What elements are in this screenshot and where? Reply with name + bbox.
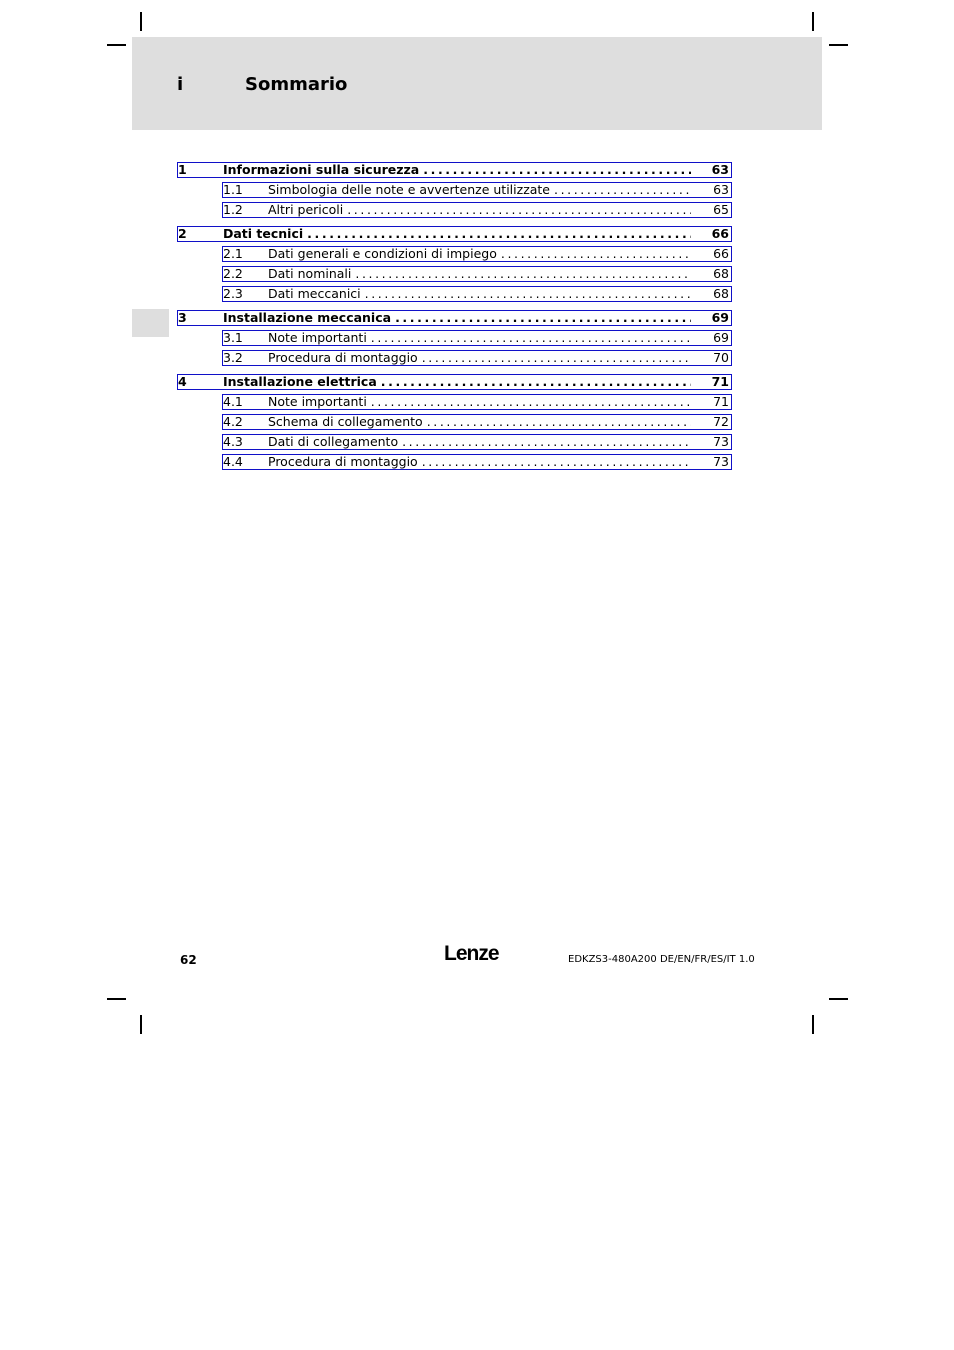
toc-entry-title: Altri pericoli <box>268 202 344 217</box>
toc-section-link[interactable] <box>222 246 732 262</box>
toc-entry-page: 69 <box>713 330 729 345</box>
toc-entry-page: 73 <box>713 454 729 469</box>
toc-dot-leader <box>371 331 691 345</box>
toc-entry-page: 71 <box>711 374 729 389</box>
toc-entry-page: 68 <box>713 266 729 281</box>
crop-mark <box>107 44 126 46</box>
toc-section-link[interactable] <box>222 350 732 366</box>
toc-entry-title: Dati generali e condizioni di impiego <box>268 246 497 261</box>
footer-document-code: EDKZS3-480A200 DE/EN/FR/ES/IT 1.0 <box>568 954 755 965</box>
toc-entry-page: 72 <box>713 414 729 429</box>
toc-dot-leader <box>365 287 691 301</box>
crop-mark <box>812 12 814 31</box>
toc-section-link[interactable] <box>222 434 732 450</box>
toc-section-link[interactable] <box>222 330 732 346</box>
toc-entry-title: Dati nominali <box>268 266 352 281</box>
page-title: Sommario <box>245 74 348 95</box>
info-icon: i <box>177 74 184 95</box>
toc-entry-page: 63 <box>713 182 729 197</box>
toc-entry-number: 3.1 <box>223 330 243 345</box>
toc-entry-title: Schema di collegamento <box>268 414 423 429</box>
toc-section-link[interactable] <box>222 202 732 218</box>
toc-entry-number: 1.2 <box>223 202 243 217</box>
toc-entry-number: 4.1 <box>223 394 243 409</box>
toc-entry-number: 4 <box>178 374 187 389</box>
toc-entry-number: 2.3 <box>223 286 243 301</box>
toc-entry-title: Note importanti <box>268 330 367 345</box>
toc-entry-page: 63 <box>711 162 729 177</box>
toc-entry-page: 66 <box>711 226 729 241</box>
table-of-contents <box>177 162 732 470</box>
toc-dot-leader <box>423 163 691 177</box>
toc-entry-title: Note importanti <box>268 394 367 409</box>
toc-chapter-link[interactable] <box>177 374 732 390</box>
footer-page-number: 62 <box>180 953 197 967</box>
toc-entry-number: 2.1 <box>223 246 243 261</box>
toc-chapter-link[interactable] <box>177 162 732 178</box>
toc-entry-number: 4.4 <box>223 454 243 469</box>
toc-dot-leader <box>422 455 691 469</box>
toc-entry-page: 65 <box>713 202 729 217</box>
toc-entry-number: 4.2 <box>223 414 243 429</box>
toc-section-link[interactable] <box>222 182 732 198</box>
side-tab-marker <box>132 309 169 337</box>
toc-entry-page: 70 <box>713 350 729 365</box>
toc-entry-title: Simbologia delle note e avvertenze utilizzate <box>268 182 551 197</box>
toc-entry-page: 69 <box>711 310 729 325</box>
toc-entry-page: 66 <box>713 246 729 261</box>
toc-entry-number: 2.2 <box>223 266 243 281</box>
toc-entry-title: Procedura di montaggio <box>268 454 418 469</box>
toc-entry-number: 3 <box>178 310 187 325</box>
crop-mark <box>107 998 126 1000</box>
toc-entry-title: Informazioni sulla sicurezza <box>223 162 420 177</box>
toc-entry-number: 1 <box>178 162 187 177</box>
toc-dot-leader <box>307 227 691 241</box>
toc-dot-leader <box>427 415 691 429</box>
toc-entry-title: Procedura di montaggio <box>268 350 418 365</box>
crop-mark <box>829 998 848 1000</box>
toc-entry-page: 73 <box>713 434 729 449</box>
toc-entry-number: 1.1 <box>223 182 243 197</box>
toc-entry-title: Dati meccanici <box>268 286 361 301</box>
toc-section-link[interactable] <box>222 266 732 282</box>
toc-entry-number: 3.2 <box>223 350 243 365</box>
toc-dot-leader <box>371 395 691 409</box>
toc-dot-leader <box>422 351 691 365</box>
toc-dot-leader <box>395 311 691 325</box>
toc-section-link[interactable] <box>222 286 732 302</box>
toc-entry-title: Dati di collegamento <box>268 434 399 449</box>
toc-entry-number: 2 <box>178 226 187 241</box>
toc-dot-leader <box>347 203 691 217</box>
toc-entry-page: 71 <box>713 394 729 409</box>
crop-mark <box>829 44 848 46</box>
toc-entry-number: 4.3 <box>223 434 243 449</box>
toc-dot-leader <box>402 435 691 449</box>
header-band <box>132 37 822 130</box>
toc-entry-title: Installazione meccanica <box>223 310 392 325</box>
toc-chapter-link[interactable] <box>177 310 732 326</box>
toc-dot-leader <box>355 267 691 281</box>
crop-mark <box>140 12 142 31</box>
toc-dot-leader <box>554 183 691 197</box>
toc-entry-title: Dati tecnici <box>223 226 304 241</box>
toc-section-link[interactable] <box>222 394 732 410</box>
toc-section-link[interactable] <box>222 454 732 470</box>
toc-chapter-link[interactable] <box>177 226 732 242</box>
toc-dot-leader <box>501 247 691 261</box>
toc-entry-page: 68 <box>713 286 729 301</box>
crop-mark <box>140 1015 142 1034</box>
toc-dot-leader <box>381 375 691 389</box>
toc-section-link[interactable] <box>222 414 732 430</box>
lenze-logo: Lenze <box>444 942 499 965</box>
crop-mark <box>812 1015 814 1034</box>
toc-entry-title: Installazione elettrica <box>223 374 377 389</box>
